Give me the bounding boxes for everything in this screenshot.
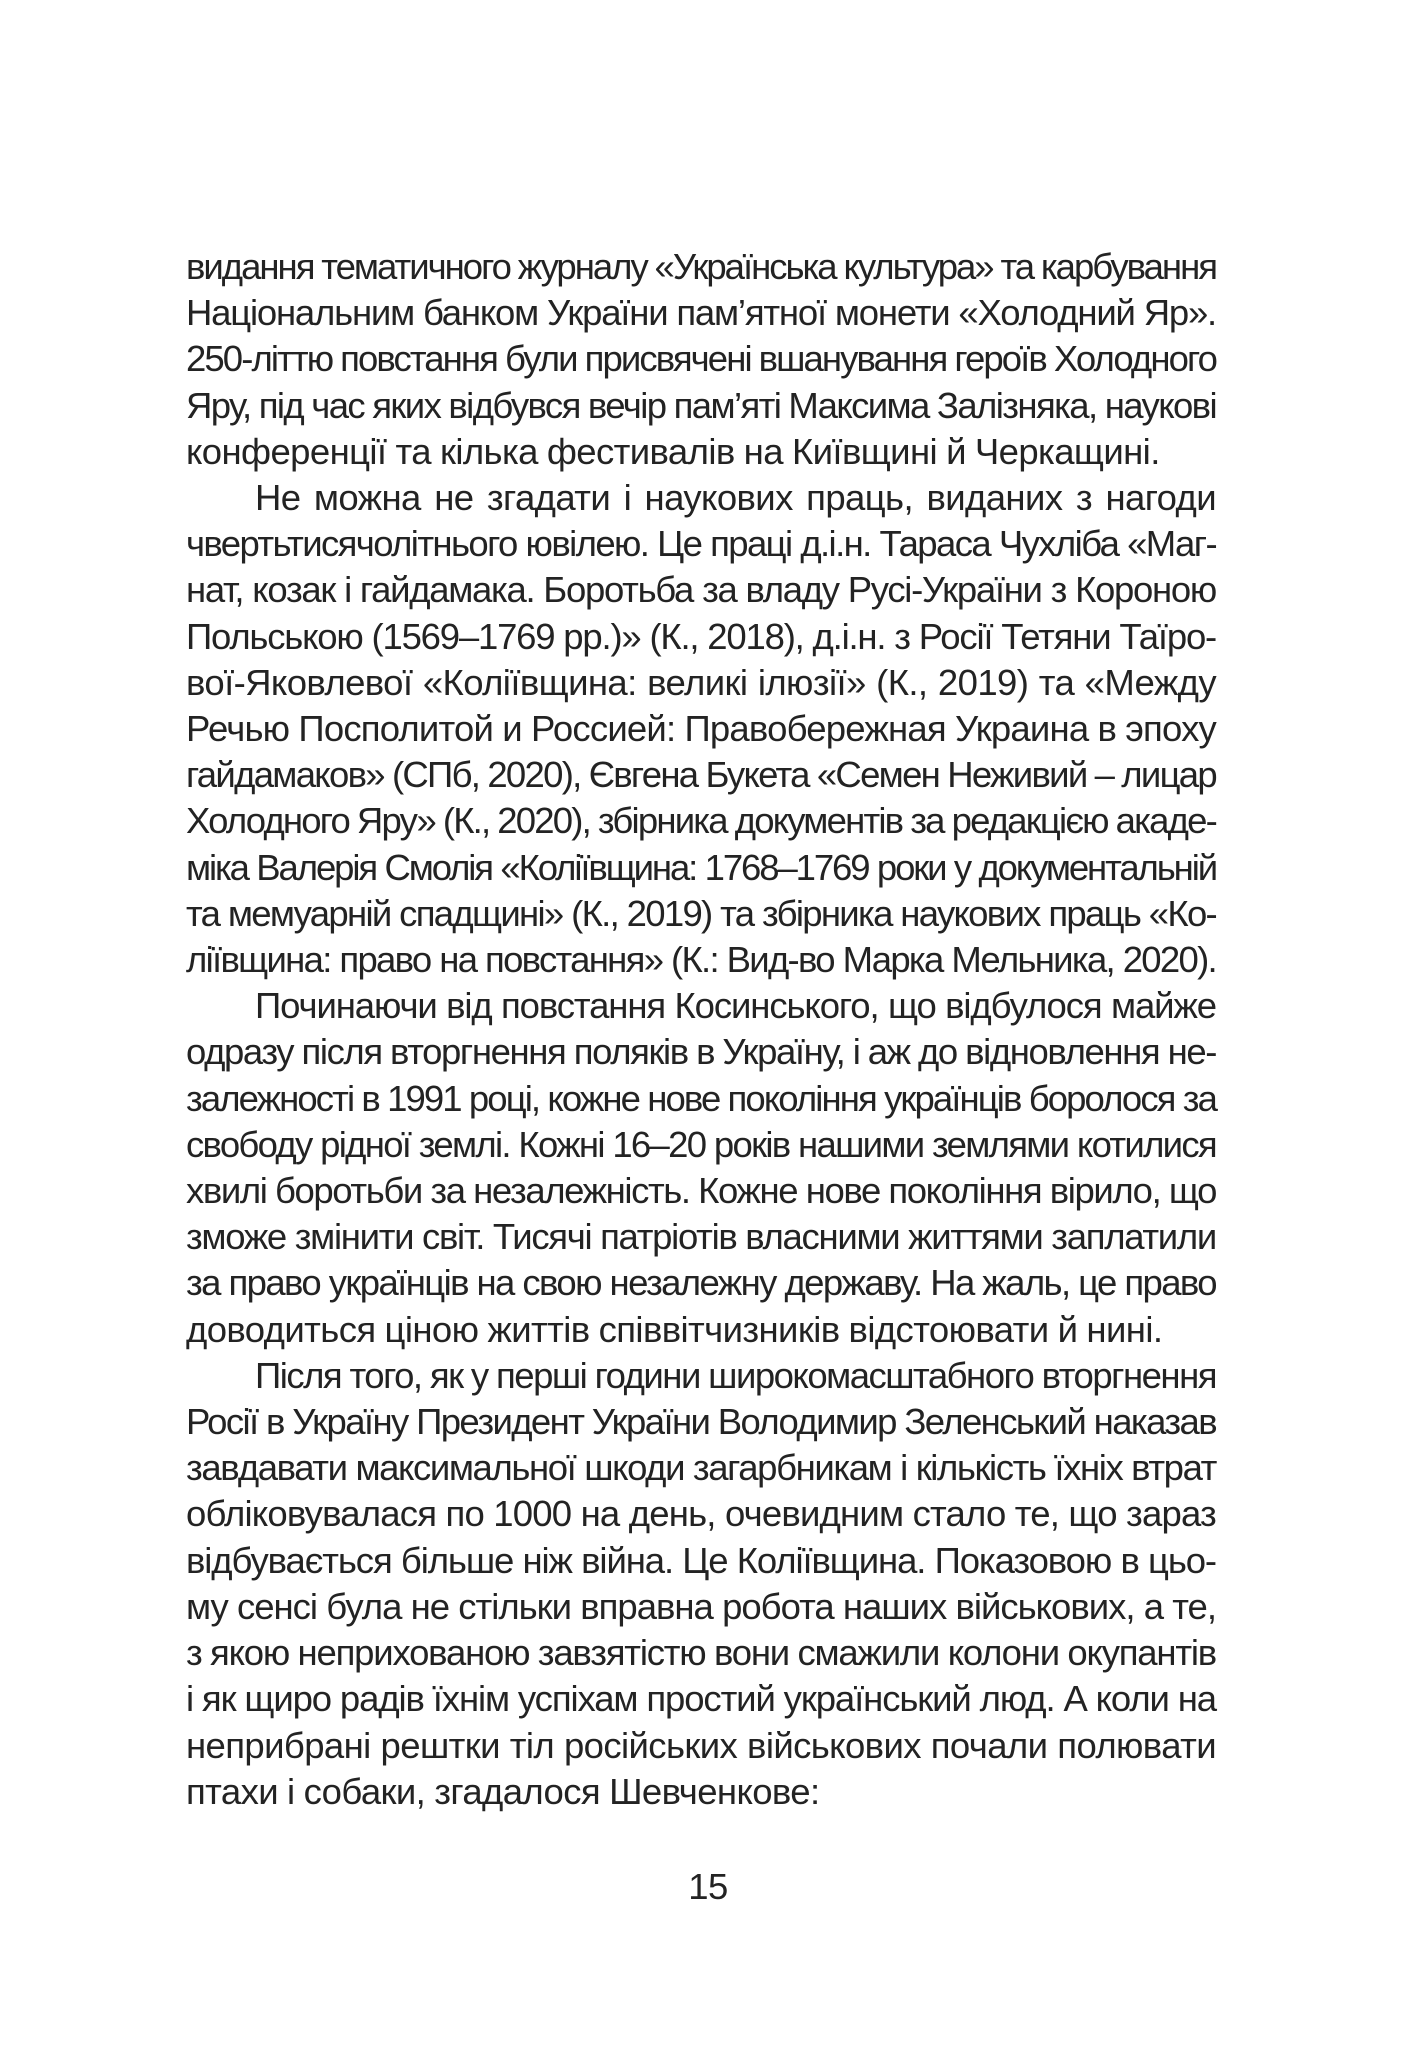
paragraph-2-line: Не можна не згадати і наукових праць, виданих з нагоди bbox=[255, 477, 1216, 519]
paragraph-2-line: чвертьтисячолітнього ювілею. Це праці д.і.н. Тараса Чухліба «Маг- bbox=[186, 523, 1216, 565]
paragraph-4-line: Після того, як у перші години широкомасштабного вторгнення bbox=[255, 1354, 1216, 1396]
paragraph-1-line: конференції та кілька фестивалів на Київщині й Черкащині. bbox=[186, 430, 1160, 472]
paragraph-2-line: гайдамаков» (СПб, 2020), Євгена Букета «Семен Неживий – лицар bbox=[186, 754, 1216, 796]
paragraph-4-line: Росії в Україну Президент України Володимир Зеленський наказав bbox=[186, 1401, 1216, 1443]
paragraph-3-line: Починаючи від повстання Косинського, що відбулося майже bbox=[255, 985, 1216, 1027]
paragraph-3-line: зможе змінити світ. Тисячі патріотів власними життями заплатили bbox=[186, 1216, 1216, 1258]
paragraph-3-line: хвилі боротьби за незалежність. Кожне нове покоління вірило, що bbox=[186, 1170, 1216, 1212]
paragraph-2-line: та мемуарній спадщині» (К., 2019) та збірника наукових праць «Ко- bbox=[186, 892, 1216, 934]
paragraph-2-line: Польською (1569–1769 рр.)» (К., 2018), д.і.н. з Росії Тетяни Таїро- bbox=[186, 615, 1216, 657]
paragraph-2-line: вої-Яковлевої «Коліївщина: великі ілюзії» (К., 2019) та «Между bbox=[186, 661, 1216, 703]
paragraph-3-line: одразу після вторгнення поляків в Україну, і аж до відновлення не- bbox=[186, 1031, 1216, 1073]
paragraph-2-line: нат, козак і гайдамака. Боротьба за владу Русі-України з Короною bbox=[186, 569, 1216, 611]
paragraph-4-line: неприбрані рештки тіл російських військових почали полювати bbox=[186, 1724, 1216, 1766]
body-text bbox=[186, 244, 1216, 1815]
paragraph-4-line: з якою неприхованою завзятістю вони смажили колони окупантів bbox=[186, 1632, 1216, 1674]
paragraph-4-line: відбувається більше ніж війна. Це Коліївщина. Показовою в цьо- bbox=[186, 1539, 1216, 1581]
paragraph-1-line: видання тематичного журналу «Українська культура» та карбування bbox=[186, 246, 1216, 287]
paragraph-4-line: птахи і собаки, згадалося Шевченкове: bbox=[186, 1770, 820, 1812]
page-number: 15 bbox=[688, 1866, 728, 1907]
paragraph-4-line: завдавати максимальної шкоди загарбникам і кількість їхніх втрат bbox=[186, 1447, 1216, 1489]
paragraph-1-line: 250-літтю повстання були присвячені вшанування героїв Холодного bbox=[186, 338, 1216, 380]
paragraph-1-line: Національним банком України пам’ятної монети «Холодний Яр». bbox=[186, 292, 1216, 334]
paragraph-2-line: Холодного Яру» (К., 2020), збірника документів за редакцією акаде- bbox=[186, 800, 1216, 842]
paragraph-2-line: Речью Посполитой и Россией: Правобережная Украина в эпоху bbox=[186, 708, 1216, 750]
paragraph-2-line: міка Валерія Смолія «Коліївщина: 1768–1769 роки у документальній bbox=[186, 846, 1216, 888]
paragraph-3-line: доводиться ціною життів співвітчизників відстоювати й нині. bbox=[186, 1308, 1163, 1350]
paragraph-4-line: му сенсі була не стільки вправна робота наших військових, а те, bbox=[186, 1585, 1216, 1627]
paragraph-2-line: ліївщина: право на повстання» (К.: Вид-во Марка Мельника, 2020). bbox=[186, 939, 1216, 981]
paragraph-3-line: свободу рідної землі. Кожні 16–20 років нашими землями котилися bbox=[186, 1123, 1216, 1165]
paragraph-3-line: за право українців на свою незалежну державу. На жаль, це право bbox=[186, 1262, 1216, 1304]
paragraph-1-line: Яру, під час яких відбувся вечір пам’яті Максима Залізняка, наукові bbox=[186, 384, 1216, 426]
paragraph-3-line: залежності в 1991 році, кожне нове покоління українців боролося за bbox=[186, 1077, 1216, 1119]
paragraph-4-line: і як щиро радів їхнім успіхам простий український люд. А коли на bbox=[186, 1678, 1216, 1720]
paragraph-4-line: обліковувалася по 1000 на день, очевидним стало те, що зараз bbox=[186, 1493, 1216, 1535]
